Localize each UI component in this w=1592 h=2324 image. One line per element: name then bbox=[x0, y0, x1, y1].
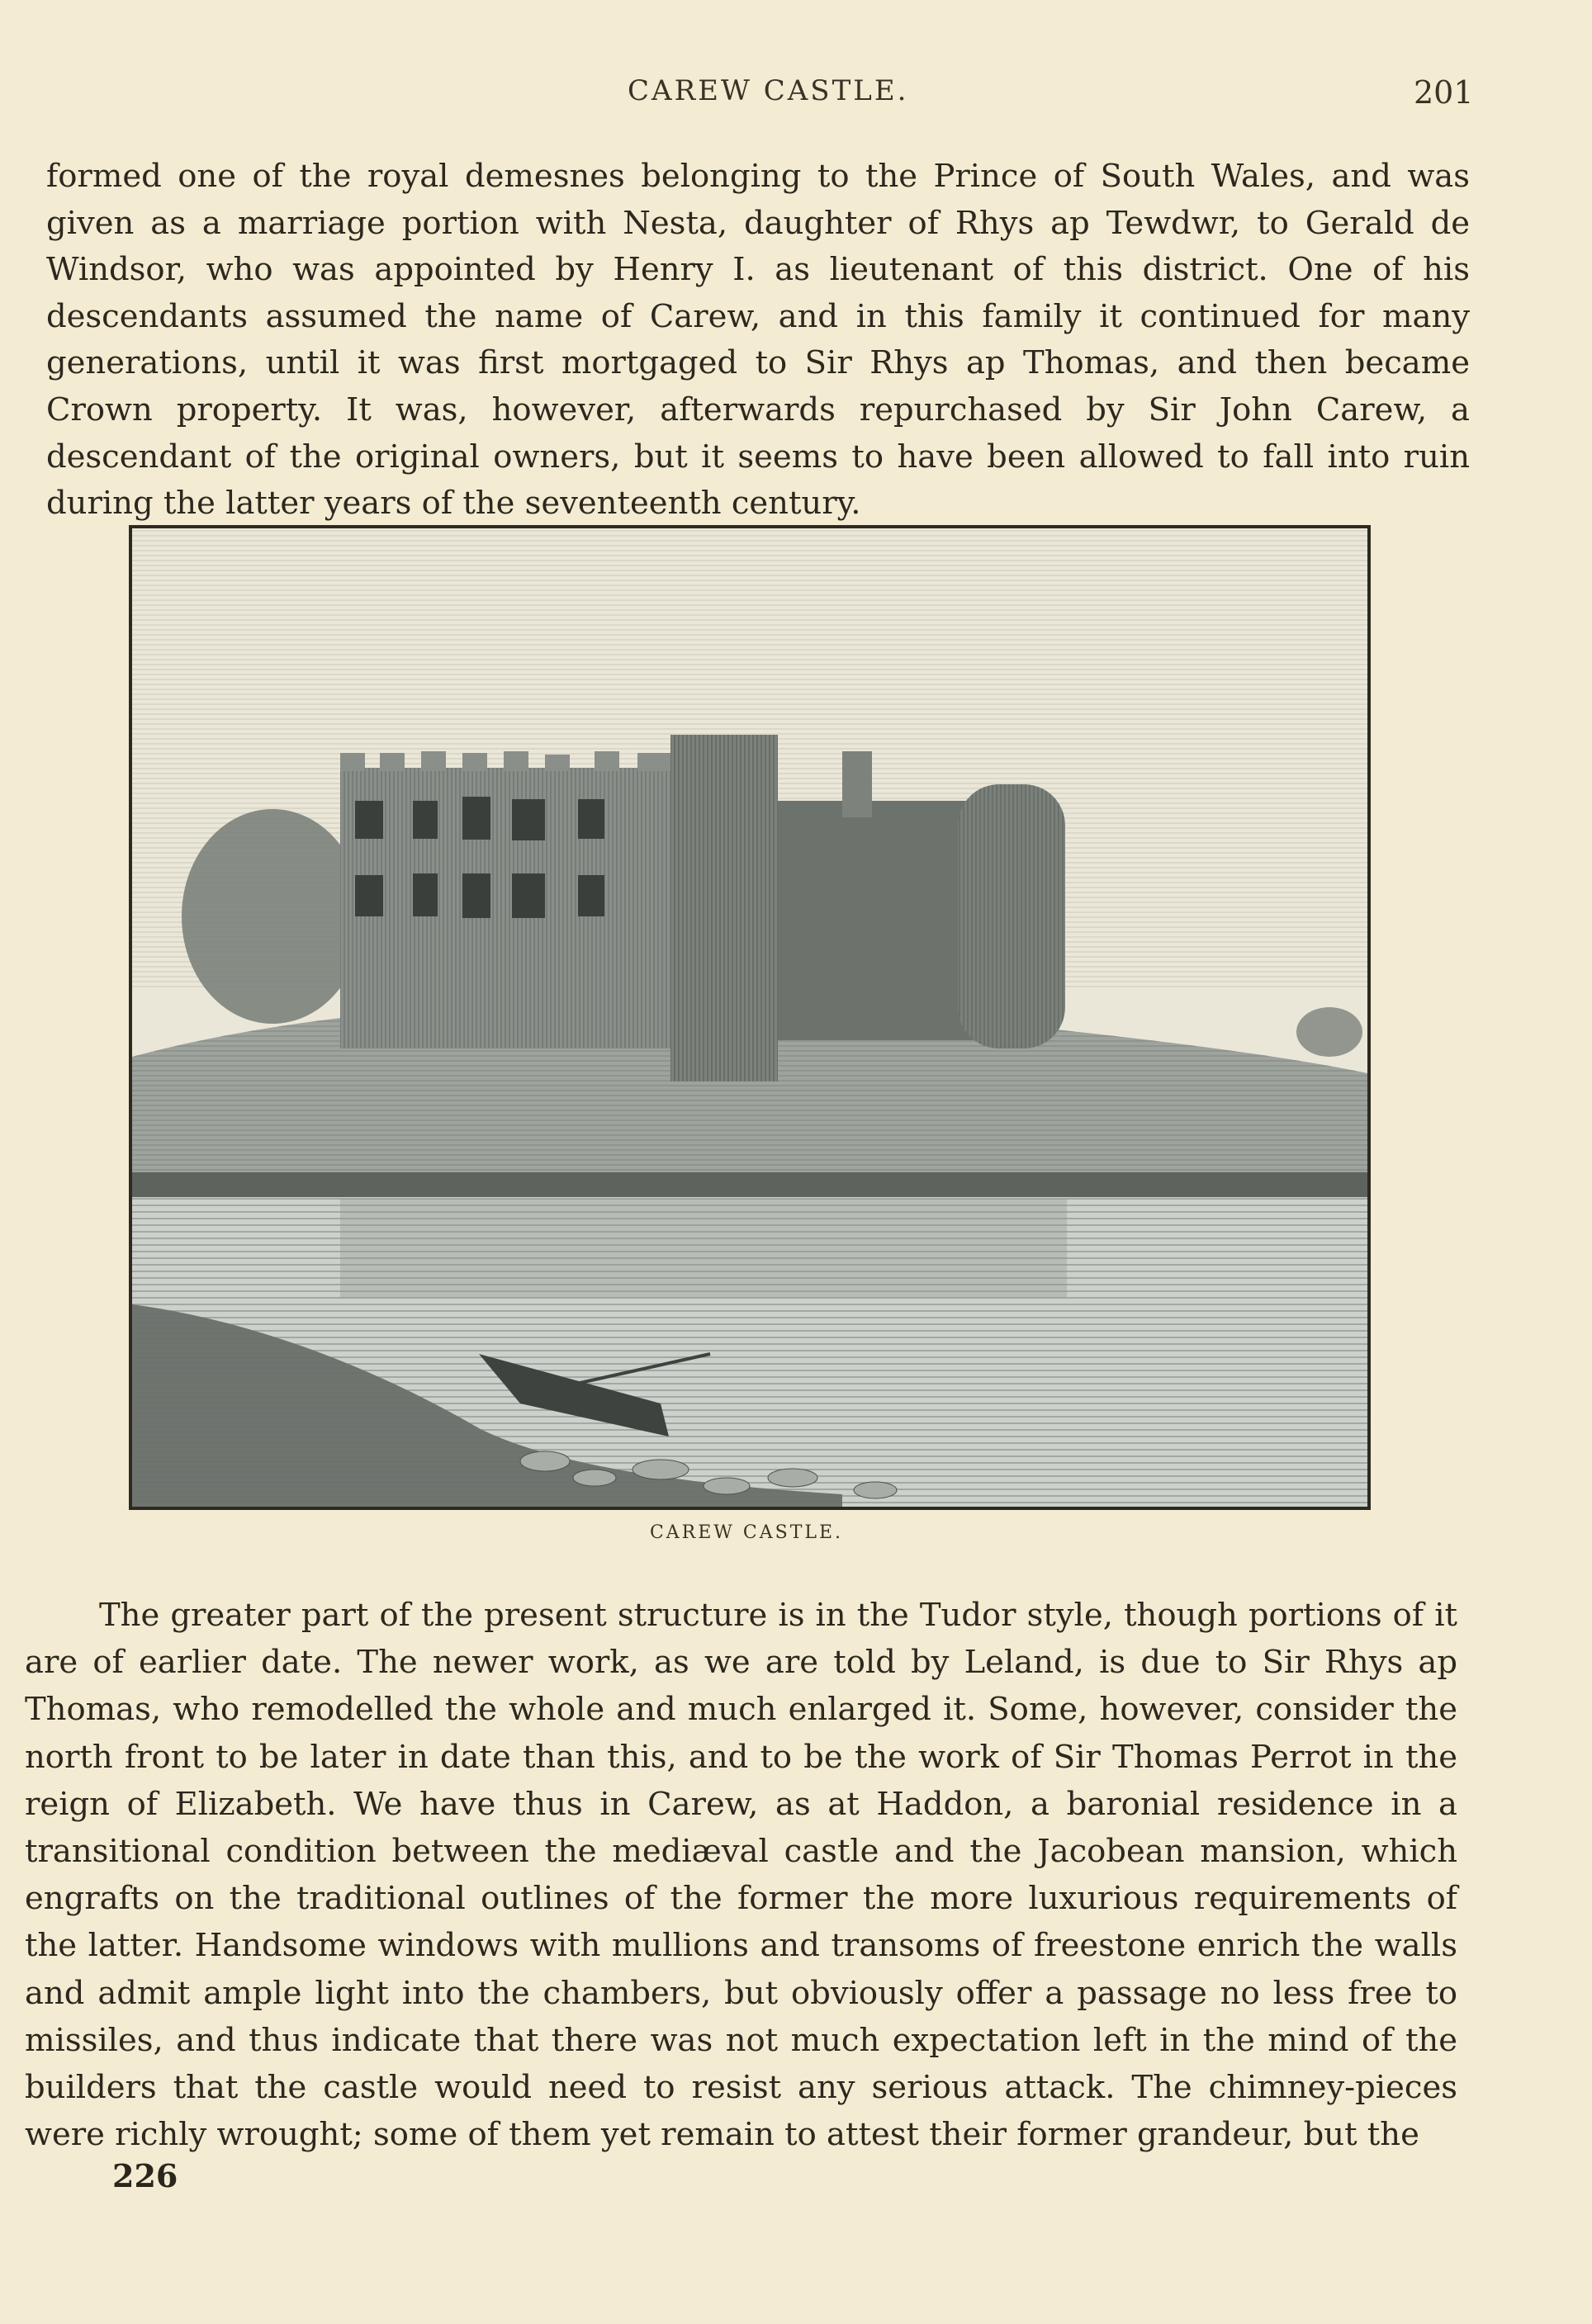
figure-caption: CAREW CASTLE. bbox=[649, 1522, 844, 1543]
page-number: 201 bbox=[1414, 74, 1474, 111]
castle-engraving bbox=[129, 525, 1371, 1510]
tree-left bbox=[182, 809, 363, 1024]
river-bank bbox=[132, 1172, 1367, 1197]
folio-number: 226 bbox=[112, 2157, 178, 2194]
running-title: CAREW CASTLE. bbox=[628, 74, 909, 107]
tree-right bbox=[1296, 1007, 1362, 1057]
body-paragraph: formed one of the royal demesnes belonging to the Prince of South Wales, and was given as a marriage portion with Nesta, daughter of Rhys ap Tewdwr, to Gerald de Windsor, who was appointed by Henry I. as lieutenant of this district. One of his descendants assumed the name of Carew, and in this family it continued for many generations, until it was first mortgaged to Sir Rhys ap Thomas, and then became Crown property. It was, however, afterwards repurchased by Sir John Carew, a descendant of the original owners, but it seems to have been allowed to fall into ruin during the latter years of the seventeenth century. bbox=[46, 158, 1470, 523]
castle-illustration bbox=[132, 528, 1367, 1507]
page-header bbox=[0, 68, 1592, 117]
body-paragraph: The greater part of the present structure is in the Tudor style, though portions of it are of earlier date. The newer work, as we are told by Leland, is due to Sir Rhys ap Thomas, who remodelled the whole and much enlarged it. Some, however, consider the north front to be later in date than this, and to be the work of Sir Thomas Perrot in the reign of Elizabeth. We have thus in Carew, as at Haddon, a baronial residence in a transitional condition between the mediæval castle and the Jacobean mansion, which engrafts on the traditional outlines of the former the more luxurious requirements of the latter. Handsome windows with mullions and transoms of freestone enrich the walls and admit ample light into the chambers, but obviously offer a passage no less free to missiles, and thus indicate that there was not much expectation left in the mind of the builders that the castle would need to resist any serious attack. The chimney-pieces were richly wrought; some of them yet remain to attest their former grandeur, but the bbox=[25, 1597, 1457, 2154]
